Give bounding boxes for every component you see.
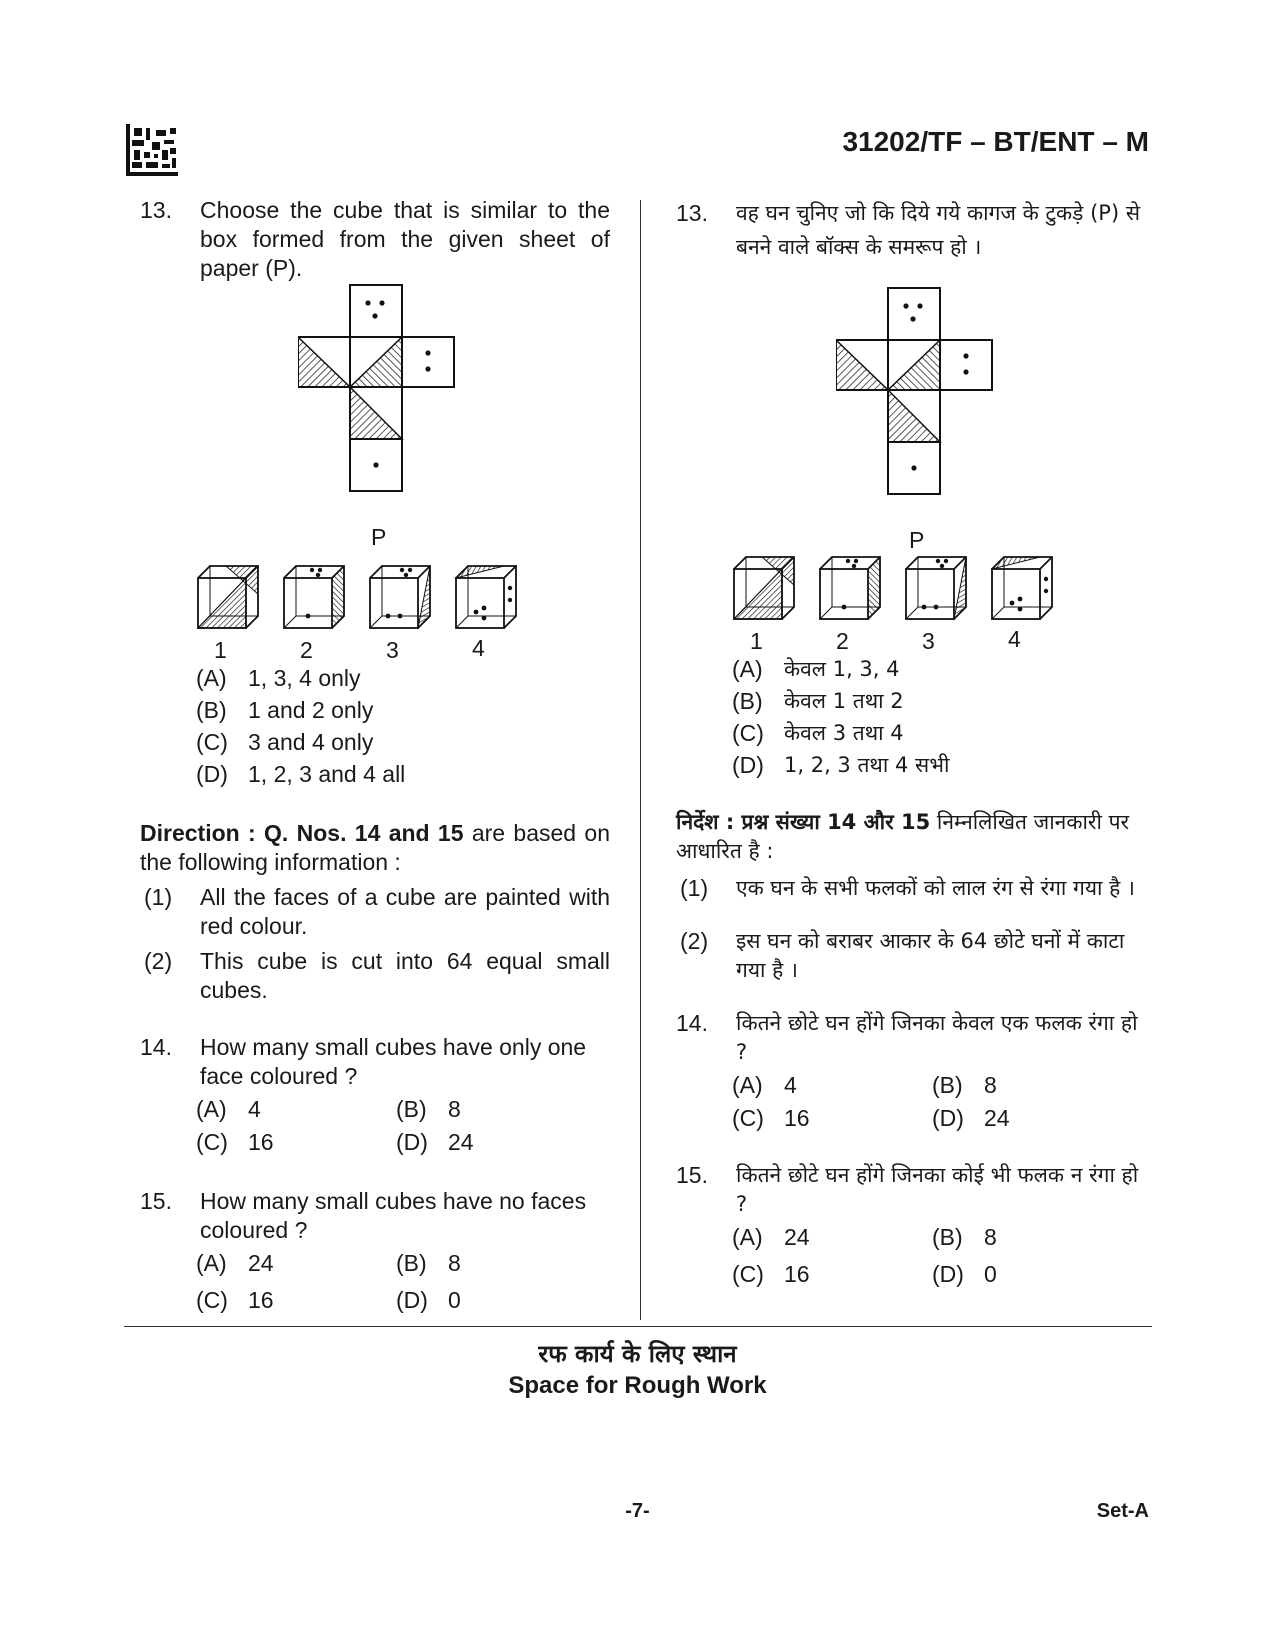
q13-option-b[interactable] <box>732 687 1146 716</box>
option-text: 4 <box>248 1096 261 1122</box>
q15-option-a[interactable] <box>732 1223 932 1252</box>
option-label: (A) <box>196 665 227 691</box>
option-text: 24 <box>248 1250 274 1276</box>
q14-option-b[interactable] <box>932 1071 1132 1100</box>
option-label: (B) <box>396 1250 427 1276</box>
paper-net-diagram <box>298 283 458 493</box>
footer-rule <box>124 1326 1152 1327</box>
option-label: (C) <box>196 1287 228 1313</box>
info-1 <box>140 883 610 941</box>
datamatrix-code-icon <box>126 124 178 176</box>
option-text: 24 <box>984 1105 1010 1131</box>
q13-option-d[interactable] <box>196 760 610 789</box>
question-text: वह घन चुनिए जो कि दिये गये कागज के टुकड़े (P) से बनने वाले बॉक्स के समरूप हो । <box>736 201 1141 259</box>
q15-option-b[interactable] <box>396 1249 596 1278</box>
option-label: (A) <box>732 1072 763 1098</box>
cube-label-1: 1 <box>750 628 763 654</box>
info-text: एक घन के सभी फलकों को लाल रंग से रंगा गया है । <box>736 876 1135 900</box>
option-text: 16 <box>784 1105 810 1131</box>
question-14-hindi <box>676 1009 1146 1067</box>
option-label: (B) <box>932 1224 963 1250</box>
direction-text: are based on the following information : <box>140 820 611 875</box>
question-15 <box>140 1187 610 1245</box>
q15-options <box>196 1249 610 1315</box>
net-label: P <box>371 524 387 550</box>
question-13 <box>140 196 610 283</box>
option-label: (D) <box>732 752 764 778</box>
option-text: केवल 1, 3, 4 <box>784 657 900 681</box>
option-label: (D) <box>396 1287 428 1313</box>
question-number: 13. <box>140 197 172 223</box>
q15-options-hindi <box>732 1223 1146 1289</box>
option-text: 1, 2, 3 तथा 4 सभी <box>784 753 950 777</box>
paper-net-diagram <box>836 286 996 496</box>
question-13-hindi <box>676 196 1146 264</box>
option-text: 16 <box>248 1129 274 1155</box>
option-label: (A) <box>732 1224 763 1250</box>
question-text: How many small cubes have no faces coloured ? <box>200 1188 587 1243</box>
info-2 <box>140 947 610 1005</box>
cube-option-2 <box>818 555 884 623</box>
q14-option-b[interactable] <box>396 1095 596 1124</box>
option-text: 24 <box>784 1224 810 1250</box>
cube-option-1 <box>196 564 262 632</box>
q13-options-hindi <box>732 655 1146 780</box>
question-text: Choose the cube that is similar to the box formed from the given sheet of paper (P). <box>200 197 610 281</box>
cube-label-2: 2 <box>836 628 849 654</box>
question-number: 14. <box>140 1034 172 1060</box>
q15-option-c[interactable] <box>196 1286 396 1315</box>
option-label: (A) <box>196 1250 227 1276</box>
option-text: केवल 1 तथा 2 <box>784 689 904 713</box>
direction-hindi <box>676 808 1146 866</box>
direction-heading: निर्देश : प्रश्न संख्या 14 और 15 <box>676 810 931 834</box>
q13-option-c[interactable] <box>732 719 1146 748</box>
option-label: (B) <box>932 1072 963 1098</box>
direction-heading: Direction : Q. Nos. 14 and 15 <box>140 820 464 846</box>
option-label: (C) <box>732 720 764 746</box>
cube-label-4: 4 <box>1008 626 1021 652</box>
q13-option-a[interactable] <box>196 664 610 693</box>
cube-option-3 <box>368 564 434 632</box>
info-text: इस घन को बराबर आकार के 64 छोटे घनों में काटा गया है । <box>736 929 1125 982</box>
cube-option-4 <box>990 555 1056 623</box>
option-text: 0 <box>448 1287 461 1313</box>
q14-option-c[interactable] <box>196 1128 396 1157</box>
page-number: -7- <box>625 1500 650 1522</box>
question-text: कितने छोटे घन होंगे जिनका केवल एक फलक रंगा हो ? <box>736 1011 1138 1064</box>
option-text: 24 <box>448 1129 474 1155</box>
option-label: (B) <box>196 697 227 723</box>
info-number: (2) <box>144 948 173 974</box>
option-text: 4 <box>784 1072 797 1098</box>
info-number: (2) <box>680 928 709 954</box>
q14-option-a[interactable] <box>732 1071 932 1100</box>
net-label: P <box>909 527 925 553</box>
option-label: (D) <box>932 1261 964 1287</box>
option-label: (D) <box>196 761 228 787</box>
paper-code: 31202/TF – BT/ENT – M <box>842 126 1149 157</box>
q15-option-c[interactable] <box>732 1260 932 1289</box>
option-label: (B) <box>396 1096 427 1122</box>
option-text: 1, 3, 4 only <box>248 665 361 691</box>
option-text: 16 <box>784 1261 810 1287</box>
rough-work-heading: Space for Rough Work <box>508 1372 767 1399</box>
question-15-hindi <box>676 1161 1146 1219</box>
cube-option-1 <box>732 555 798 623</box>
option-text: 8 <box>448 1096 461 1122</box>
question-number: 15. <box>676 1162 708 1188</box>
cube-label-2: 2 <box>300 637 313 663</box>
option-text: 8 <box>984 1072 997 1098</box>
question-14 <box>140 1033 610 1091</box>
rough-work-heading-hindi: रफ कार्य के लिए स्थान <box>538 1340 737 1368</box>
q14-option-d[interactable] <box>396 1128 596 1157</box>
option-label: (A) <box>196 1096 227 1122</box>
q14-option-a[interactable] <box>196 1095 396 1124</box>
q13-options <box>196 664 610 789</box>
cube-choices <box>196 564 610 663</box>
q14-options <box>196 1095 610 1157</box>
cube-option-2 <box>282 564 348 632</box>
question-text: How many small cubes have only one face coloured ? <box>200 1034 587 1089</box>
cube-net-figure <box>140 283 610 548</box>
info-text: This cube is cut into 64 equal small cubes. <box>200 948 610 1003</box>
question-number: 15. <box>140 1188 172 1214</box>
option-text: 16 <box>248 1287 274 1313</box>
cube-net-figure-hindi <box>676 286 1146 553</box>
info-2-hindi <box>676 927 1146 985</box>
option-text: 8 <box>984 1224 997 1250</box>
q13-option-a[interactable] <box>732 655 1146 684</box>
option-label: (C) <box>196 1129 228 1155</box>
option-text: 1 and 2 only <box>248 697 374 723</box>
info-text: All the faces of a cube are painted with red colour. <box>200 884 610 939</box>
english-column <box>140 196 610 1315</box>
info-1-hindi <box>676 874 1146 903</box>
cube-choices-hindi <box>732 555 1146 654</box>
info-number: (1) <box>680 875 709 901</box>
cube-label-3: 3 <box>386 637 399 663</box>
q15-option-d[interactable] <box>932 1260 1132 1289</box>
cube-label-3: 3 <box>922 628 935 654</box>
q14-option-d[interactable] <box>932 1104 1132 1133</box>
hindi-column <box>676 196 1146 1289</box>
q13-option-b[interactable] <box>196 696 610 725</box>
option-label: (C) <box>732 1105 764 1131</box>
cube-label-1: 1 <box>214 637 227 663</box>
question-text: कितने छोटे घन होंगे जिनका कोई भी फलक न रंगा हो ? <box>736 1163 1139 1216</box>
option-label: (C) <box>732 1261 764 1287</box>
cube-label-4: 4 <box>472 635 485 661</box>
direction <box>140 819 610 877</box>
option-text: केवल 3 तथा 4 <box>784 721 904 745</box>
option-text: 1, 2, 3 and 4 all <box>248 761 406 787</box>
option-label: (D) <box>932 1105 964 1131</box>
question-number: 14. <box>676 1010 708 1036</box>
info-number: (1) <box>144 884 173 910</box>
column-divider <box>640 200 641 1320</box>
option-label: (D) <box>396 1129 428 1155</box>
option-label: (A) <box>732 656 763 682</box>
q14-option-c[interactable] <box>732 1104 932 1133</box>
option-text: 8 <box>448 1250 461 1276</box>
direction-text: निम्नलिखित जानकारी पर आधारित है : <box>676 810 1130 863</box>
option-label: (B) <box>732 688 763 714</box>
set-label: Set-A <box>1096 1500 1149 1522</box>
cube-option-3 <box>904 555 970 623</box>
q14-options-hindi <box>732 1071 1146 1133</box>
option-text: 3 and 4 only <box>248 729 374 755</box>
q13-option-c[interactable] <box>196 728 610 757</box>
q15-option-b[interactable] <box>932 1223 1132 1252</box>
q15-option-a[interactable] <box>196 1249 396 1278</box>
q15-option-d[interactable] <box>396 1286 596 1315</box>
q13-option-d[interactable] <box>732 751 1146 780</box>
option-label: (C) <box>196 729 228 755</box>
question-number: 13. <box>676 200 708 226</box>
option-text: 0 <box>984 1261 997 1287</box>
cube-option-4 <box>454 564 520 632</box>
